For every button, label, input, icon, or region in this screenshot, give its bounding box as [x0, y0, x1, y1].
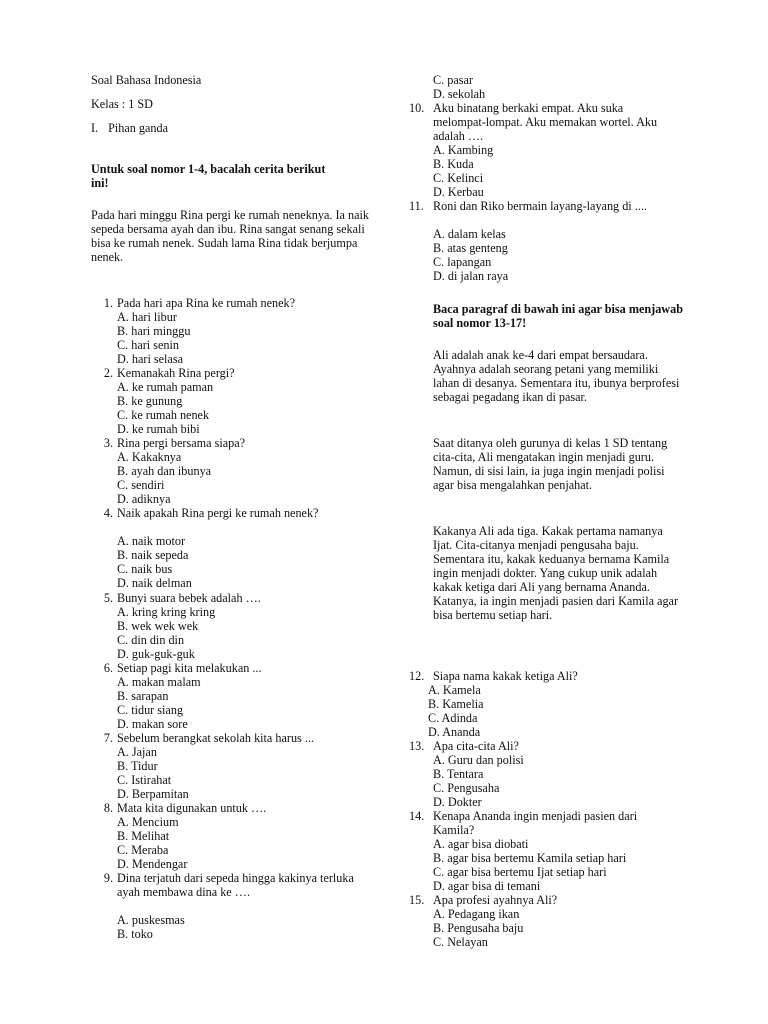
question-text: Sebelum berangkat sekolah kita harus ... — [117, 731, 314, 745]
option-d[interactable]: D. Mendengar — [117, 857, 188, 871]
option-d[interactable]: D. naik delman — [117, 576, 192, 590]
option-b[interactable]: B. Pengusaha baju — [433, 921, 524, 935]
option-d[interactable]: D. guk-guk-guk — [117, 647, 195, 661]
option-c[interactable]: C. agar bisa bertemu Ijat setiap hari — [433, 865, 607, 879]
document-title: Soal Bahasa Indonesia — [91, 73, 202, 87]
option-c[interactable]: C. ke rumah nenek — [117, 408, 210, 422]
section-title: Pihan ganda — [108, 121, 169, 135]
q9-option-d[interactable]: D. sekolah — [433, 87, 486, 101]
option-a[interactable]: A. Jajan — [117, 745, 157, 759]
question-number: 10. — [409, 101, 425, 115]
option-c[interactable]: C. Pengusaha — [433, 781, 500, 795]
q9-option-c[interactable]: C. pasar — [433, 73, 473, 87]
option-a[interactable]: A. makan malam — [117, 675, 201, 689]
option-c[interactable]: C. naik bus — [117, 562, 173, 576]
question-text: Naik apakah Rina pergi ke rumah nenek? — [117, 506, 319, 520]
story-2-paragraph-2: Saat ditanya oleh gurunya di kelas 1 SD tentang cita-cita, Ali mengatakan ingin menjadi guru. Namun, di sisi lain, ia juga ingin menjadi polisi agar bisa mengalahkan penjahat. — [433, 436, 668, 492]
question-text: Setiap pagi kita melakukan ... — [117, 661, 262, 675]
option-b[interactable]: B. atas genteng — [433, 241, 508, 255]
option-d[interactable]: D. makan sore — [117, 717, 188, 731]
option-d[interactable]: D. di jalan raya — [433, 269, 509, 283]
option-b[interactable]: B. Tidur — [117, 759, 158, 773]
option-a[interactable]: A. Kambing — [433, 143, 494, 157]
question-text: Siapa nama kakak ketiga Ali? — [433, 669, 578, 683]
option-a[interactable]: A. Mencium — [117, 815, 179, 829]
option-c[interactable]: C. tidur siang — [117, 703, 184, 717]
option-b[interactable]: B. Kamelia — [428, 697, 484, 711]
option-c[interactable]: C. Istirahat — [117, 773, 172, 787]
question-number: 14. — [409, 809, 425, 823]
question-text: Apa profesi ayahnya Ali? — [433, 893, 558, 907]
option-b[interactable]: B. Melihat — [117, 829, 170, 843]
option-d[interactable]: D. Berpamitan — [117, 787, 189, 801]
question-number: 1. — [103, 296, 113, 310]
option-b[interactable]: B. hari minggu — [117, 324, 191, 338]
option-a[interactable]: A. kring kring kring — [117, 605, 216, 619]
question-number: 6. — [103, 661, 113, 675]
option-d[interactable]: D. ke rumah bibi — [117, 422, 200, 436]
question-number: 7. — [103, 731, 113, 745]
question-text: Mata kita digunakan untuk …. — [117, 801, 267, 815]
question-number: 15. — [409, 893, 425, 907]
option-c[interactable]: C. hari senin — [117, 338, 179, 352]
option-a[interactable]: A. hari libur — [117, 310, 177, 324]
option-b[interactable]: B. naik sepeda — [117, 548, 189, 562]
option-b[interactable]: B. agar bisa bertemu Kamila setiap hari — [433, 851, 627, 865]
option-d[interactable]: D. adiknya — [117, 492, 171, 506]
question-number: 11. — [409, 199, 424, 213]
question-text: Apa cita-cita Ali? — [433, 739, 519, 753]
option-d[interactable]: D. Kerbau — [433, 185, 484, 199]
option-b[interactable]: B. Tentara — [433, 767, 484, 781]
section-number: I. — [91, 121, 99, 135]
option-b[interactable]: B. ke gunung — [117, 394, 183, 408]
question-number: 3. — [103, 436, 113, 450]
story-2-paragraph-3: Kakanya Ali ada tiga. Kakak pertama namanya Ijat. Cita-citanya menjadi pengusaha baju. Sementara itu, kakak keduanya bernama Kamila ingin menjadi dokter. Yang cukup unik adalah kakak ketiga dari Ali yang bernama Ananda. Katanya, ia ingin menjadi pasien dari Kamila agar bisa bertemu setiap hari. — [433, 524, 679, 622]
question-text: Kemanakah Rina pergi? — [117, 366, 235, 380]
option-c[interactable]: C. Nelayan — [433, 935, 488, 949]
question-text: Kenapa Ananda ingin menjadi pasien dari Kamila? — [433, 809, 638, 837]
question-text: Aku binatang berkaki empat. Aku suka melompat-lompat. Aku memakan wortel. Aku adalah …. — [433, 101, 658, 143]
option-c[interactable]: C. Meraba — [117, 843, 169, 857]
question-number: 8. — [103, 801, 113, 815]
option-d[interactable]: D. Dokter — [433, 795, 482, 809]
question-number: 2. — [103, 366, 113, 380]
option-d[interactable]: D. hari selasa — [117, 352, 183, 366]
option-b[interactable]: B. sarapan — [117, 689, 169, 703]
story-2-paragraph-1: Ali adalah anak ke-4 dari empat bersaudara. Ayahnya adalah seorang petani yang memiliki lahan di desanya. Sementara itu, ibunya berprofesi sebagai pegadang ikan di pasar. — [433, 348, 680, 404]
question-text: Pada hari apa Rina ke rumah nenek? — [117, 296, 295, 310]
option-c[interactable]: C. lapangan — [433, 255, 492, 269]
question-text: Bunyi suara bebek adalah …. — [117, 591, 261, 605]
option-b[interactable]: B. toko — [117, 927, 153, 941]
question-text: Dina terjatuh dari sepeda hingga kakinya terluka ayah membawa dina ke …. — [117, 871, 354, 899]
option-d[interactable]: D. agar bisa di temani — [433, 879, 541, 893]
option-b[interactable]: B. wek wek wek — [117, 619, 199, 633]
question-number: 12. — [409, 669, 425, 683]
option-b[interactable]: B. Kuda — [433, 157, 474, 171]
option-d[interactable]: D. Ananda — [428, 725, 481, 739]
question-text: Rina pergi bersama siapa? — [117, 436, 246, 450]
question-text: Roni dan Riko bermain layang-layang di .... — [433, 199, 647, 213]
option-c[interactable]: C. Adinda — [428, 711, 478, 725]
option-b[interactable]: B. ayah dan ibunya — [117, 464, 212, 478]
question-number: 9. — [103, 871, 113, 885]
option-c[interactable]: C. sendiri — [117, 478, 165, 492]
instruction-2: Baca paragraf di bawah ini agar bisa menjawab soal nomor 13-17! — [433, 302, 683, 330]
option-a[interactable]: A. Pedagang ikan — [433, 907, 520, 921]
option-a[interactable]: A. puskesmas — [117, 913, 185, 927]
question-number: 4. — [103, 506, 113, 520]
option-c[interactable]: C. din din din — [117, 633, 185, 647]
section-heading — [91, 121, 168, 135]
option-a[interactable]: A. ke rumah paman — [117, 380, 214, 394]
option-a[interactable]: A. Guru dan polisi — [433, 753, 524, 767]
question-number: 13. — [409, 739, 425, 753]
instruction-1: Untuk soal nomor 1-4, bacalah cerita berikut ini! — [91, 162, 326, 190]
class-label: Kelas : 1 SD — [91, 97, 153, 111]
option-a[interactable]: A. Kamela — [428, 683, 481, 697]
option-c[interactable]: C. Kelinci — [433, 171, 484, 185]
option-a[interactable]: A. agar bisa diobati — [433, 837, 529, 851]
question-number: 5. — [103, 591, 113, 605]
story-1: Pada hari minggu Rina pergi ke rumah neneknya. Ia naik sepeda bersama ayah dan ibu. Rina sangat senang sekali bisa ke rumah nenek. Sudah lama Rina tidak berjumpa nenek. — [91, 208, 369, 264]
option-a[interactable]: A. dalam kelas — [433, 227, 506, 241]
option-a[interactable]: A. Kakaknya — [117, 450, 182, 464]
option-a[interactable]: A. naik motor — [117, 534, 186, 548]
